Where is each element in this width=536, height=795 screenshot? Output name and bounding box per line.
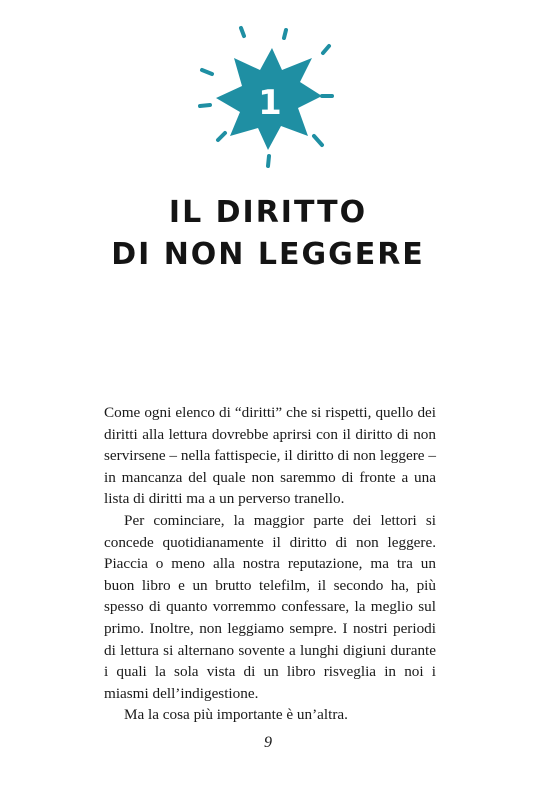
chapter-badge [186, 18, 346, 178]
chapter-body [104, 402, 436, 726]
chapter-title-line-1: IL DIRITTO [168, 195, 368, 230]
paragraph: Per cominciare, la maggior parte dei lettori si concede quotidianamente il diritto di non leggere. Piaccia o meno alla nostra reputazione, ma tra un buon libro e un brutto telefilm, il secondo ha, più spesso di quanto vorremmo confessare, la meglio sul primo. Inoltre, non leggiamo sempre. I nostri periodi di lettura si alternano sovente a lunghi digiuni durante i quali la sola vista di un libro risveglia in noi i miasmi dell’indigestione. [104, 511, 436, 702]
burst-star-badge-icon [186, 18, 346, 178]
burst-ray [314, 136, 322, 145]
burst-ray [268, 156, 269, 166]
chapter-number: 1 [258, 83, 282, 123]
chapter-title [0, 192, 536, 276]
paragraph: Come ogni elenco di “diritti” che si rispetti, quello dei diritti alla lettura dovrebbe aprirsi con il diritto di non servirsene – nella fattispecie, il diritto di non leggere – in mancanza del quale non saremmo di fronte a una lista di diritti ma a un perverso tranello. [104, 404, 436, 508]
chapter-title-line-2: DI NON LEGGERE [111, 237, 425, 272]
burst-ray [241, 28, 244, 36]
burst-ray [218, 133, 225, 140]
burst-ray [202, 70, 212, 74]
paragraph: Ma la cosa più importante è un’altra. [124, 706, 348, 724]
burst-ray [284, 30, 286, 38]
burst-ray [323, 46, 329, 53]
page-number: 9 [264, 734, 272, 751]
burst-ray [200, 105, 210, 106]
